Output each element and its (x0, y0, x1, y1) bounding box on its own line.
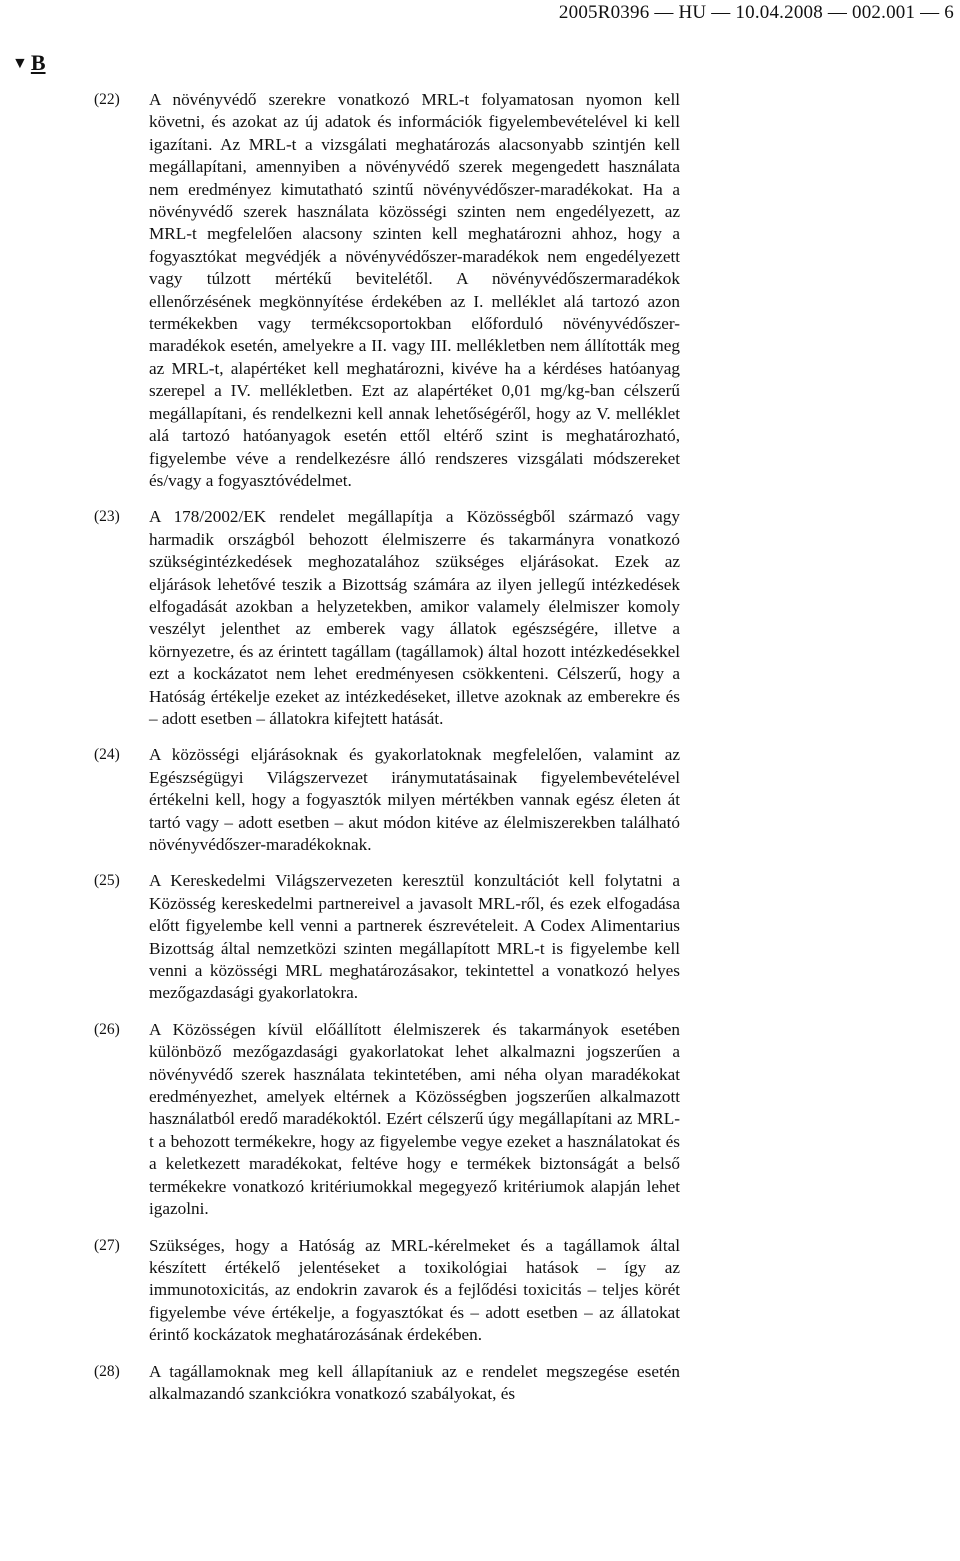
recital-text: A 178/2002/EK rendelet megállapítja a Közösségből származó vagy harmadik országból behozott élelmiszerre és takarmányra vonatkozó szükségintézkedések meghozatalához szükséges eljárásokat. Ezek az eljárások lehetővé teszik a Bizottság számára az ilyen jellegű intézkedések elfogadását azokban a helyzetekben, amikor valamely élelmiszer komoly veszélyt jelenthet az emberek vagy állatok egészségére, illetve a környezetre, és az érintett tagállam (tagállamok) által hozott intézkedésekkel ezt a kockázatot nem lehet eredményesen csökkenteni. Célszerű, hogy a Hatóság értékelje ezeket az intézkedéseket, illetve azoknak az emberekre és – adott esetben – állatokra kifejtett hatását. (149, 507, 680, 728)
recital-28 (94, 1361, 680, 1406)
document-reference-header: 2005R0396 — HU — 10.04.2008 — 002.001 — 6 (558, 2, 954, 23)
recital-24 (94, 744, 680, 856)
recital-number: (25) (94, 872, 120, 890)
recital-27 (94, 1235, 680, 1347)
recital-text: A közösségi eljárásoknak és gyakorlatoknak megfelelően, valamint az Egészségügyi Világszervezet iránymutatásainak figyelembevételével értékelni kell, hogy a fogyasztók milyen mértékben vannak egész életen át tartó vagy – adott esetben – akut módon kitéve az élelmiszerekben található növényvédőszer-maradékoknak. (149, 745, 680, 854)
recital-number: (24) (94, 746, 120, 764)
recital-text: A Közösségen kívül előállított élelmiszerek és takarmányok esetében különböző mezőgazdasági gyakorlatokat lehet alkalmazni jogszerűen a növényvédő szerek használata tekintetében, ami néha olyan maradékokat eredményezhet, amelyek eltérnek a Közösségben jogszerűen alkalmazott használatból eredő maradékoktól. Ezért célszerű úgy megállapítani az MRL-t a behozott termékekre, hogy az figyelembe vegye ezeket a használatokat és a keletkezett maradékokat, feltéve hogy e termékek biztonságát a belső termékekre vonatkozó kritériumokkal megegyező kritériumok alapján lehet igazolni. (149, 1019, 680, 1219)
recital-text: Szükséges, hogy a Hatóság az MRL-kérelmeket és a tagállamok által készített értékelő jelentéseket a toxikológiai hatások – így az immunotoxicitás, az endokrin zavarok és a fejlődési toxicitás – teljes körét figyelembe véve értékelje, a fogyasztókat és – adott esetben – az állatokat érintő kockázatok meghatározásának érdekében. (149, 1235, 680, 1345)
recital-number: (22) (94, 91, 120, 108)
section-marker (12, 50, 46, 77)
recital-text: A Kereskedelmi Világszervezeten keresztül konzultációt kell folytatni a Közösség kereskedelmi partnereivel a javasolt MRL-ről, és ezek elfogadása előtt figyelembe kell venni a partnerek észrevételeit. A Codex Alimentarius Bizottság által nemzetközi szinten megállapított MRL-t is figyelembe kell venni a közösségi MRL meghatározásakor, tekintettel a vonatkozó helyes mezőgazdasági gyakorlatokra. (149, 871, 680, 1003)
recital-number: (23) (94, 508, 120, 526)
recital-text: A növényvédő szerekre vonatkozó MRL-t folyamatosan nyomon kell követni, és azokat az új adatok és információk figyelembevételével ki kell igazítani. Az MRL-t a vizsgálati meghatározás alacsonyabb szintjén kell megállapítani, amennyiben a növényvédő szerek megengedett használata nem eredményez kimutatható szintű növényvédőszer-maradékokat. Ha a növényvédő szerek használata közösségi szinten nem engedélyezett, az MRL-t megfelelően alacsony szinten kell meghatározni ahhoz, hogy a fogyasztókat megvédjék a növényvédőszer-maradékok nem engedélyezett vagy túlzott mértékű bevitelétől. A növényvédőszermaradékok ellenőrzésének megkönnyítése érdekében az I. melléklet alá tartozó azon termékekben vagy termékcsoportokban előforduló növényvédőszer-maradékok esetén, amelyekre a II. vagy III. mellékletben nem állították meg az MRL-t, alapértéket kell meghatározni, kivéve ha a kérdéses hatóanyag szerepel a IV. mellékletben. Ezt az alapértéket 0,01 mg/kg-ban célszerű megállapítani, és rendelkezni kell annak lehetőségéről, hogy az V. melléklet alá tartozó hatóanyagok esetén ettől eltérő szint is meghatározható, figyelembe véve a rendelkezésre álló rendszeres vizsgálati módszereket és/vagy a fogyasztóvédelmet. (149, 90, 680, 490)
recital-text: A tagállamoknak meg kell állapítaniuk az e rendelet megszegése esetén alkalmazandó szankciókra vonatkozó szabályokat, és (149, 1361, 680, 1403)
recital-25 (94, 870, 680, 1004)
section-marker-label: B (30, 50, 46, 75)
triangle-down-icon: ▼ (12, 55, 28, 72)
recital-22 (94, 89, 680, 492)
recital-number: (28) (94, 1362, 120, 1380)
recital-23 (94, 506, 680, 730)
recital-number: (27) (94, 1236, 120, 1254)
recital-number: (26) (94, 1020, 120, 1038)
recitals-list (94, 89, 680, 1419)
recital-26 (94, 1019, 680, 1221)
